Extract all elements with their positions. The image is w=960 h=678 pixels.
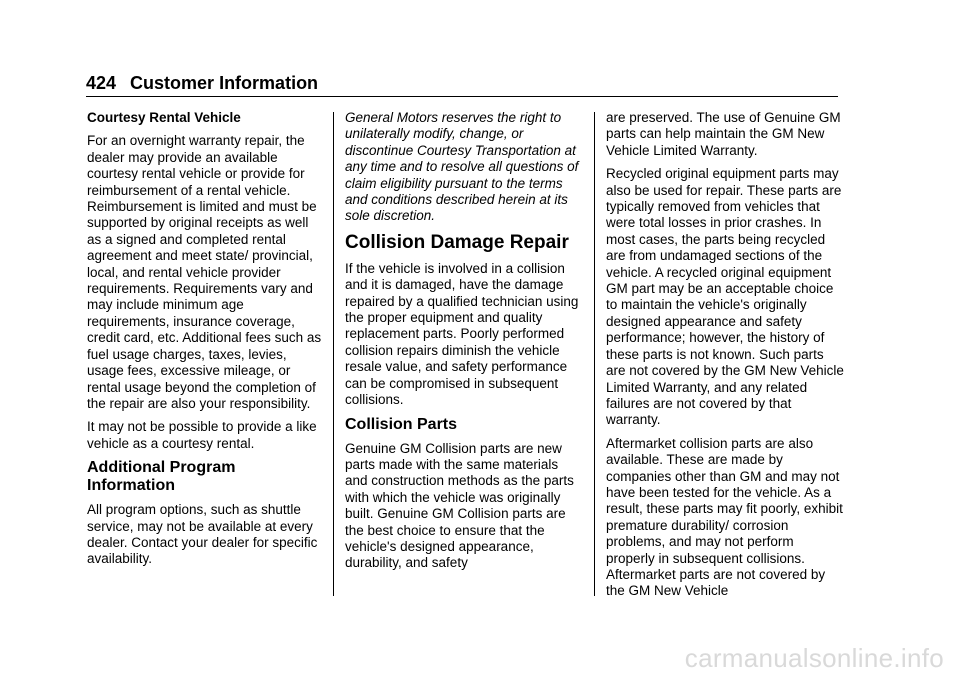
genuine-parts-paragraph: Genuine GM Collision parts are new parts made with the same materials and construction methods as the parts with which the vehicle was originally built. Genuine GM Collision parts are the best choice to ensure that the vehicle's designed appearance, durability, and safety	[345, 440, 574, 571]
gm-reserves-paragraph: General Motors reserves the right to unilaterally modify, change, or discontinue Courtesy Transportation at any time and to resolve all questions of claim eligibility pursuant to the terms and conditions described herein at its sole discretion.	[345, 110, 579, 224]
watermark: carmanualsonline.info	[684, 643, 944, 673]
column-1	[87, 110, 325, 575]
additional-program-heading: Additional Program Information	[87, 459, 236, 495]
aftermarket-parts-paragraph: Aftermarket collision parts are also available. These are made by companies other than GM and may not have been tested for the vehicle. As a result, these parts may fit poorly, exhibit premature durability/ corrosion problems, and may not perform properly in subsequent collisions. Aftermarket parts are not covered by the GM New Vehicle	[606, 435, 843, 599]
like-vehicle-paragraph: It may not be possible to provide a like vehicle as a courtesy rental.	[87, 419, 317, 451]
genuine-parts-continued-paragraph: are preserved. The use of Genuine GM parts can help maintain the GM New Vehicle Limited Warranty.	[606, 110, 841, 158]
collision-damage-repair-heading: Collision Damage Repair	[345, 231, 569, 253]
program-options-paragraph: All program options, such as shuttle service, may not be available at every dealer. Contact your dealer for specific availability.	[87, 502, 318, 567]
recycled-parts-paragraph: Recycled original equipment parts may also be used for repair. These parts are typically removed from vehicles that were total losses in prior crashes. In most cases, the parts being recycled are from undamaged sections of the vehicle. A recycled original equipment GM part may be an acceptable choice to maintain the vehicle's originally designed appearance and safety performance; however, the history of these parts is not known. Such parts are not covered by the GM New Vehicle Limited Warranty, and any related failures are not covered by that warranty.	[606, 166, 844, 428]
collision-parts-heading: Collision Parts	[345, 415, 458, 433]
courtesy-rental-heading: Courtesy Rental Vehicle	[87, 110, 241, 125]
courtesy-rental-paragraph: For an overnight warranty repair, the dealer may provide an available courtesy rental vehicle or provide for reimbursement of a rental vehicle. Reimbursement is limited and must be supported by original receipts as well as a signed and completed rental agreement and meet state/ provincial, local, and rental vehicle provider requirements. Requirements vary and may include minimum age requirements, insurance coverage, credit card, etc. Additional fees such as fuel usage charges, taxes, levies, usage fees, excessive mileage, or rental usage beyond the completion of the repair are also your responsibility.	[87, 133, 322, 411]
column-3	[606, 110, 844, 607]
page-header	[86, 72, 838, 97]
column-divider-2	[594, 112, 595, 596]
page-number: 424	[86, 73, 117, 93]
collision-repair-paragraph: If the vehicle is involved in a collision and it is damaged, have the damage repaired by a qualified technician using the proper equipment and quality replacement parts. Poorly performed collision repairs diminish the vehicle resale value, and safety performance can be compromised in subsequent collisions.	[345, 260, 579, 408]
column-2	[345, 110, 583, 579]
column-divider-1	[333, 112, 334, 596]
section-title: Customer Information	[130, 73, 319, 93]
